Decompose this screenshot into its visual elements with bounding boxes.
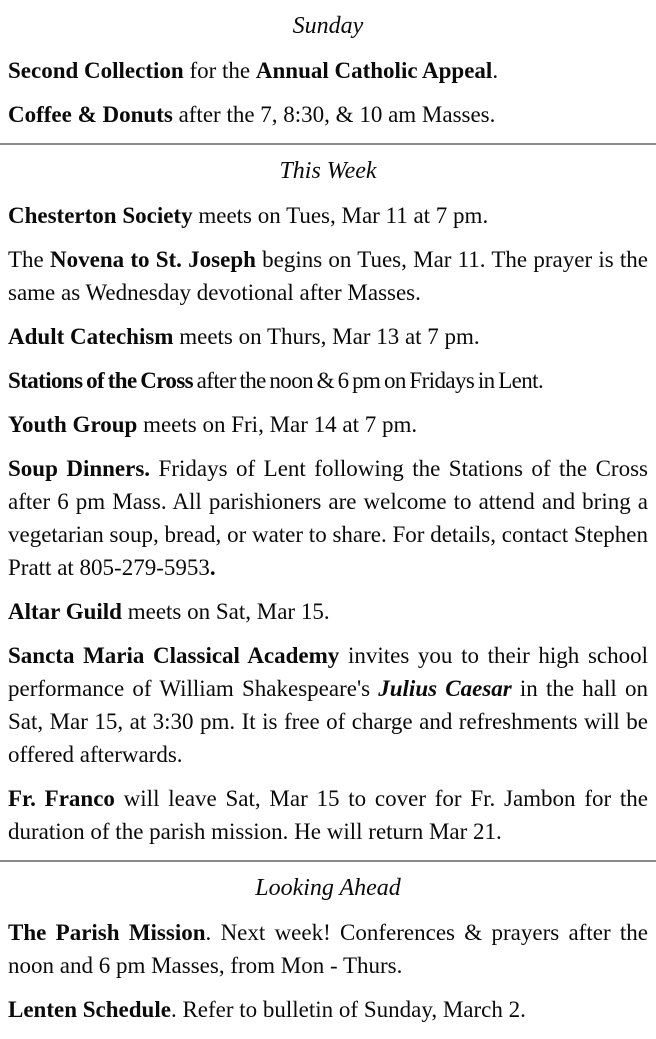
paragraph (8, 364, 648, 397)
text-run: after the noon & 6 pm on Fridays in Lent. (193, 368, 544, 393)
text-run: will leave Sat, Mar 15 to cover for Fr. Jambon for the duration of the parish mission. He will return Mar 21. (8, 786, 649, 844)
paragraph (8, 782, 648, 848)
section-divider (0, 143, 656, 145)
paragraph (8, 595, 648, 628)
text-run: for the (183, 58, 256, 83)
text-run: Annual Catholic Appeal (255, 58, 493, 83)
text-run: Lenten Schedule (8, 997, 171, 1022)
paragraph (8, 243, 648, 309)
text-run: Second Collection (8, 58, 184, 83)
paragraph (8, 916, 648, 982)
text-run: Adult Catechism (8, 324, 174, 349)
text-run: after the 7, 8:30, & 10 am Masses. (172, 102, 496, 127)
text-run: meets on Fri, Mar 14 at 7 pm. (137, 412, 418, 437)
text-run: . Refer to bulletin of Sunday, March 2. (170, 997, 526, 1022)
text-run: . (209, 555, 216, 580)
paragraph (8, 54, 648, 87)
text-run: Soup Dinners. (8, 456, 151, 481)
paragraph (8, 993, 648, 1026)
paragraph (8, 639, 648, 771)
text-run: Chesterton Society (8, 203, 193, 228)
text-run: meets on Sat, Mar 15. (121, 599, 330, 624)
text-run: Stations of the Cross (8, 368, 194, 393)
text-run: meets on Thurs, Mar 13 at 7 pm. (173, 324, 480, 349)
section-heading: Looking Ahead (255, 875, 401, 901)
text-run: Fridays of Lent following the Stations of the Cross after 6 pm Mass. All parishioners are welcome to attend and bring a vegetarian soup, bread, or water to share. For details, contact Stephen Pratt at 805-279-5953 (8, 456, 648, 580)
text-run: The Parish Mission (8, 920, 206, 945)
paragraph (8, 199, 648, 232)
bulletin-content (8, 10, 648, 1026)
paragraph (8, 452, 648, 584)
text-run: The (8, 247, 50, 272)
paragraph (8, 98, 648, 131)
text-run: Fr. Franco (8, 786, 115, 811)
text-run: Sancta Maria Classical Academy (8, 643, 340, 668)
section-heading: This Week (279, 158, 377, 184)
text-run: Youth Group (8, 412, 138, 437)
text-run: Novena to St. Joseph (50, 247, 256, 272)
paragraph (8, 408, 648, 441)
text-run: in the hall on Sat, Mar 15, at 3:30 pm. It is free of charge and refreshments will be offered afterwards. (8, 676, 649, 767)
text-run: Julius Caesar (378, 676, 512, 701)
text-run: invites you to their high school performance of William Shakespeare's (8, 643, 649, 701)
section-divider (0, 860, 656, 862)
paragraph (8, 320, 648, 353)
text-run: Coffee & Donuts (8, 102, 173, 127)
text-run: meets on Tues, Mar 11 at 7 pm. (192, 203, 489, 228)
text-run: Altar Guild (8, 599, 122, 624)
text-run: begins on Tues, Mar 11. The prayer is the same as Wednesday devotional after Masses. (8, 247, 648, 305)
section-heading: Sunday (292, 13, 364, 39)
text-run: . (492, 58, 499, 83)
text-run: . Next week! Conferences & prayers after the noon and 6 pm Masses, from Mon - Thurs. (8, 920, 648, 978)
